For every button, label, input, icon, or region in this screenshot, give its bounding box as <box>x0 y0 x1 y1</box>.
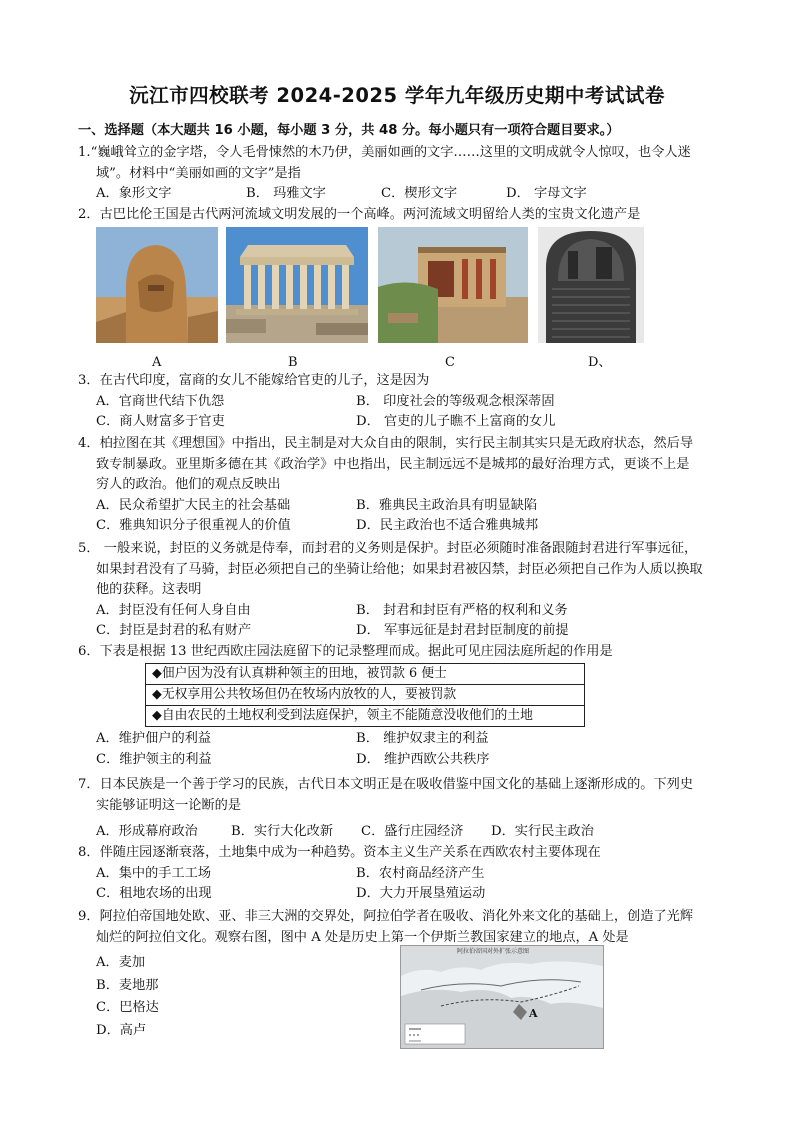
option-d[interactable]: D．大力开展垦殖运动 <box>356 886 486 901</box>
question-stem: 8．伴随庄园逐渐衰落，土地集中成为一种趋势。资本主义生产关系在西欧农村主要体现在 <box>78 845 601 860</box>
record-table <box>145 663 585 727</box>
options-grid <box>78 496 728 537</box>
stele-image <box>538 227 644 343</box>
options-grid <box>78 601 728 642</box>
palace-image <box>378 227 528 343</box>
sphinx-image <box>96 227 218 343</box>
map-title: 阿拉伯帝国对外扩张示意图 <box>457 948 530 955</box>
table-cell: ◆佃户因为没有认真耕种领主的田地，被罚款 6 便士 <box>146 664 585 685</box>
section-heading: 一、选择题（本大题共 16 小题，每小题 3 分，共 48 分。每小题只有一项符合题目要求。） <box>78 123 620 138</box>
option-a[interactable]: A．民众希望扩大民主的社会基础 <box>96 497 291 513</box>
question-stem: 6．下表是根据 13 世纪西欧庄园法庭留下的记录整理而成。据此可见庄园法庭所起的作用是 <box>78 644 613 659</box>
image-label-a: A <box>152 355 162 370</box>
option-d[interactable]: D． 维护西欧公共秩序 <box>356 751 490 767</box>
option-c[interactable]: C．封臣是封君的私有财产 <box>96 623 252 638</box>
table-cell: ◆无权享用公共牧场但仍在牧场内放牧的人，要被罚款 <box>146 685 585 706</box>
question-stem: 4．柏拉图在其《理想国》中指出，民主制是对大众自由的限制，实行民主制其实只是无政府状态，然后导 <box>78 436 694 451</box>
options-row <box>78 184 728 205</box>
question-1 <box>78 143 728 205</box>
option-a[interactable]: A．麦加 <box>96 955 146 970</box>
question-stem: 7．日本民族是一个善于学习的民族，古代日本文明正是在吸收借鉴中国文化的基础上逐渐形成的。下列史 <box>78 777 694 792</box>
options-grid <box>78 392 728 433</box>
option-b[interactable]: B．雅典民主政治具有明显缺陷 <box>356 497 538 513</box>
option-c[interactable]: C．巴格达 <box>96 1000 159 1015</box>
question-5 <box>78 539 728 642</box>
option-c[interactable]: C．商人财富多于官吏 <box>96 414 225 429</box>
question-stem-cont: 如果封君没有了马骑，封臣必须把自己的坐骑让给他；如果封君被囚禁，封臣必须把自己作为人质以换取 <box>96 561 703 577</box>
option-a[interactable]: A．封臣没有任何人身自由 <box>96 602 251 618</box>
question-stem-cont: 域”。材料中“美丽如画的文字”是指 <box>96 165 301 181</box>
question-3 <box>78 371 728 433</box>
option-d[interactable]: D． 军事远征是封君封臣制度的前提 <box>356 623 569 638</box>
question-7 <box>78 775 728 843</box>
option-c[interactable]: C．盛行庄园经济 <box>361 824 464 839</box>
option-c[interactable]: C．楔形文字 <box>381 186 458 201</box>
option-c[interactable]: C．租地农场的出现 <box>96 886 212 901</box>
question-stem-cont: 致专制暴政。亚里斯多德在其《政治学》中也指出，民主制远远不是城邦的最好治理方式，更谈不上是 <box>96 456 690 472</box>
option-c[interactable]: C．维护领主的利益 <box>96 751 212 767</box>
table-cell: ◆自由农民的土地权利受到法庭保护，领主不能随意没收他们的土地 <box>146 706 585 727</box>
question-6-options <box>78 729 728 770</box>
option-a[interactable]: A．维护佃户的利益 <box>96 731 212 746</box>
option-c[interactable]: C．雅典知识分子很重视人的价值 <box>96 518 291 533</box>
table-row <box>146 685 585 706</box>
option-a[interactable]: A．官商世代结下仇怨 <box>96 393 225 409</box>
question-stem: 2．古巴比伦王国是古代两河流域文明发展的一个高峰。两河流域文明留给人类的宝贵文化遗产是 <box>78 207 641 222</box>
option-d[interactable]: D．民主政治也不适合雅典城邦 <box>356 518 539 533</box>
option-a[interactable]: A．象形文字 <box>96 186 172 201</box>
option-b[interactable]: B． 维护奴隶主的利益 <box>356 731 489 746</box>
option-b[interactable]: B． 玛雅文字 <box>246 186 326 201</box>
options-grid <box>78 864 728 905</box>
map-marker-a: A <box>529 1007 538 1020</box>
option-b[interactable]: B．实行大化改新 <box>231 824 334 839</box>
question-2 <box>78 205 728 226</box>
option-b[interactable]: B． 印度社会的等级观念根深蒂固 <box>356 393 555 409</box>
question-stem-cont: 实能够证明这一论断的是 <box>96 797 242 813</box>
page-title: 沅江市四校联考 2024-2025 学年九年级历史期中考试试卷 <box>129 84 665 107</box>
question-8 <box>78 843 728 905</box>
option-b[interactable]: B．农村商品经济产生 <box>356 865 485 881</box>
question-stem-cont: 他的获释。这表明 <box>96 582 202 597</box>
parthenon-image <box>226 227 368 343</box>
options-grid <box>78 729 728 770</box>
question-stem: 3．在古代印度，富商的女儿不能嫁给官吏的儿子，这是因为 <box>78 373 430 388</box>
options-row <box>78 822 728 843</box>
option-d[interactable]: D．实行民主政治 <box>491 824 594 839</box>
image-label-c: C <box>445 355 455 370</box>
table-row <box>146 706 585 727</box>
question-stem: 1.“巍峨耸立的金字塔，令人毛骨悚然的木乃伊，美丽如画的文字……这里的文明成就令人惊叹，也令人迷 <box>78 145 691 160</box>
image-row <box>96 227 656 345</box>
option-d[interactable]: D．高卢 <box>96 1022 147 1038</box>
question-stem: 5． 一般来说，封臣的义务就是侍奉，而封君的义务则是保护。封臣必须随时准备跟随封君进行军事远征， <box>78 541 698 556</box>
question-stem: 9．阿拉伯帝国地处欧、亚、非三大洲的交界处，阿拉伯学者在吸收、消化外来文化的基础上，创造了光辉 <box>78 909 694 924</box>
option-a[interactable]: A．形成幕府政治 <box>96 824 198 839</box>
question-4 <box>78 434 728 537</box>
option-b[interactable]: B．麦地那 <box>96 977 159 993</box>
arab-empire-map <box>400 945 604 1049</box>
question-stem-cont: 灿烂的阿拉伯文化。观察右图，图中 A 处是历史上第一个伊斯兰教国家建立的地点，A 处是 <box>96 929 629 945</box>
question-6 <box>78 642 728 663</box>
table-row <box>146 664 585 685</box>
option-a[interactable]: A．集中的手工工场 <box>96 865 212 881</box>
option-b[interactable]: B． 封君和封臣有严格的权利和义务 <box>356 602 568 618</box>
option-d[interactable]: D． 官吏的儿子瞧不上富商的女儿 <box>356 414 556 429</box>
option-d[interactable]: D． 字母文字 <box>506 186 587 201</box>
image-label-b: B <box>288 355 298 370</box>
image-label-d: D、 <box>588 355 612 370</box>
question-stem-cont: 穷人的政治。他们的观点反映出 <box>96 477 281 492</box>
